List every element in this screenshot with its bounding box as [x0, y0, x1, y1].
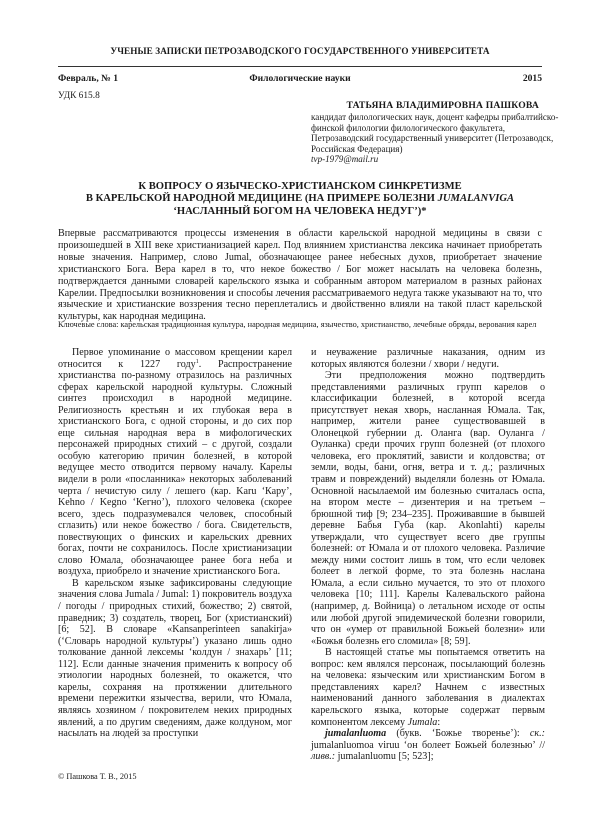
- paragraph-text: Первое упоминание о массовом крещении карел относится к 1227 году: [58, 347, 292, 370]
- article-title: [0, 181, 600, 218]
- footnote-ref[interactable]: 1: [195, 358, 199, 365]
- dialect-label: ск.:: [529, 728, 545, 740]
- udk-code: УДК 615.8: [58, 91, 100, 101]
- lexeme-term: Jumala: [407, 716, 438, 728]
- keywords: Ключевые слова: карельская традиционная культура, народная медицина, язычество, христианство, лечебные обряды, верования карел: [58, 320, 537, 329]
- title-line-3: ‘НАСЛАННЫЙ БОГОМ НА ЧЕЛОВЕКА НЕДУГ’)*: [173, 205, 427, 217]
- dialect-label: ливв.:: [311, 751, 336, 763]
- abstract: Впервые рассматриваются процессы изменения в области карельской народной медицины в связи с произошедшей в XIII веке христианизацией карел. Под влиянием христианства лексика начинает приобретать новые значения. Например, слово Jumal, обозначающее ранее небесных духов, приобретает значение христианского Бога. Вера карел в то, что некое божество / Бог может насылать на человека болезнь, подтверждается данными словарей карельского языка и собранным автором материалом в разных районах Карелии. Предпосылки возникновения и способы лечения рассматриваемого недуга также указывают на то, что языческие и христианские воззрения тесно переплетались и двойственно влияли на такой пласт карельской культуры, как народная медицина.: [58, 228, 542, 323]
- paragraph: и неуважение различные наказания, одним из которых являются болезни / хвори / недуги.: [311, 347, 545, 370]
- body-column-right: [311, 347, 545, 763]
- entry-text: jumalanluomu [5; 523];: [335, 751, 434, 763]
- author-name: ТАТЬЯНА ВЛАДИМИРОВНА ПАШКОВА: [346, 100, 539, 111]
- entry-text: jumalanluomoa viruu ‘он болеет Божьей болезнью’ //: [311, 739, 545, 751]
- title-term: JUMALANVIGA: [437, 193, 515, 205]
- issue-number: Февраль, № 1: [58, 73, 118, 84]
- title-line-2: [0, 193, 600, 205]
- paragraph-text: . Распространение христианства по-разному отразилось на различных сферах карельской народной культуры. Сложный синтез происходил в народной медицине. Религиозность крестьян и их глубокая вера в христианского Бога, с одной стороны, и до сих пор еще сильная народная вера в мифологических персонажей природных стихий – с другой, создали особую категорию причин болезней, в которой ведущее место отводится первому началу. Карелы видели в роли «посланника» некоторых заболеваний черта / нечистую силу / лешего (кар. Karu ‘Кару’, Kehno / Kegno ‘Кегно’), плохого человека (скорее всего, здесь подразумевался человек, способный сглазить) или некое божество / бога. Свидетельств, повествующих о финских и карельских древних богах, почти не сохранилось. После христианизации слово Юмала, обозначающее ранее бога неба и воздуха, приобрело и значение христианского Бога.: [58, 358, 292, 578]
- paragraph: В карельском языке зафиксированы следующие значения слова Jumala / Jumal: 1) покровитель воздуха / погоды / природных стихий, божество; 2) святой, праведник; 3) создатель, творец, Бог (христианский) [6; 52]. В словаре «Kansanperinteen sanakirja» (‘Словарь народной культуры’) указано лишь одно толкование данной лексемы ‘колдун / знахарь’ [11; 112]. Если данные значения применить к вопросу об этиологии народных болезней, то окажется, что карелы, сохраняя на протяжении длительного времени пережитки язычества, верили, что Юмала, являясь хозяином / покровителем неких природных явлений, а по другим сведениям, даже колдуном, мог насылать на людей за проступки: [58, 577, 292, 740]
- title-line-1: К ВОПРОСУ О ЯЗЫЧЕСКО-ХРИСТИАНСКОМ СИНКРЕТИЗМЕ: [138, 181, 462, 192]
- section-name: Филологические науки: [249, 73, 351, 84]
- header-divider: [58, 66, 542, 67]
- paragraph: Эти предположения можно подтвердить представлениями различных групп карелов о классификации болезней, в которой всегда присутствует некая хворь, насланная Юмала. Так, например, жители ранее существовавшей в Олонецкой губернии д. Оланга (вар. Оуланга / Оуланка) среди прочих групп болезней (от плохого человека, его проклятий, зависти и колдовства; от земли, воды, бани, огня, ветра и т. д.; различных травм и повреждений) выделяли болезнь от Юмала. Основной насылаемой им болезнью считалась оспа, на втором месте – дизентерия и на третьем – брюшной тиф [9; 234–235]. Проживавшие в бывшей деревне Бабья Губа (кар. Akonlahti) карелы утверждали, что существует всего две группы болезней: от Юмала и от плохого человека. Различие между ними состоит лишь в том, что если человек болеет в легкой форме, то эта болезнь наслана Юмала, а если сильно мучается, то это от плохого человека [10; 111]. Карелы Калевальского района (например, д. Войница) о летальном исходе от оспы или любой другой эпидемической болезни говорили, что он «умер от правильной Божьей болезни» или «Божья болезнь его сломила» [8; 59].: [311, 370, 545, 647]
- author-affiliation: кандидат филологических наук, доцент кафедры прибалтийско-финской филологии филологического факультета, Петрозаводский государственный университет (Петрозаводск, Российская Федерация): [311, 112, 559, 154]
- copyright-notice: © Пашкова Т. В., 2015: [58, 772, 137, 781]
- paragraph: [311, 647, 545, 728]
- entry-text: (букв. ‘Божье творенье’):: [386, 728, 530, 740]
- issue-year: 2015: [522, 73, 542, 84]
- paragraph-text: :: [437, 716, 441, 728]
- issue-meta-row: [58, 73, 542, 87]
- entry-headword: jumalanluoma: [325, 728, 387, 740]
- journal-title: УЧЕНЫЕ ЗАПИСКИ ПЕТРОЗАВОДСКОГО ГОСУДАРСТВЕННОГО УНИВЕРСИТЕТА: [110, 46, 490, 56]
- body-column-left: [58, 347, 292, 740]
- author-block: [311, 101, 559, 164]
- author-email[interactable]: tvp-1979@mail.ru: [311, 154, 379, 165]
- title-line-2-text: В КАРЕЛЬСКОЙ НАРОДНОЙ МЕДИЦИНЕ (НА ПРИМЕРЕ БОЛЕЗНИ: [85, 193, 438, 205]
- dictionary-entry: [311, 728, 545, 763]
- paragraph-text: В настоящей статье мы попытаемся ответить на вопрос: кем являлся персонаж, посылающий болезнь на человека: языческим или христианским Богом в представлениях карел? Начнем с известных наименований данного заболевания в диалектах карельского языка, которые содержат первым компонентом лексему: [311, 647, 545, 728]
- paragraph: [58, 347, 292, 578]
